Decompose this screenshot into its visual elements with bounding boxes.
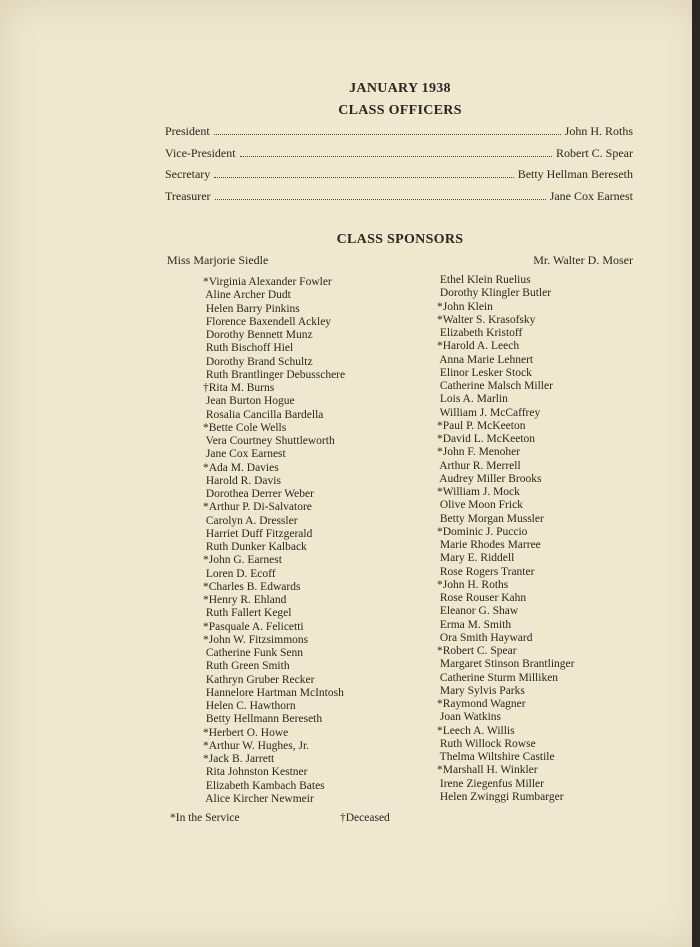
member-name: Marie Rhodes Marree <box>437 539 541 551</box>
member-name: *Arthur P. Di-Salvatore <box>203 501 312 514</box>
member-name: Ruth Brantlinger Debusschere <box>203 368 346 381</box>
member-name: Audrey Miller Brooks <box>437 472 542 485</box>
member-name: *Jack B. Jarrett <box>203 753 275 765</box>
officer-row-vice-president <box>165 146 633 168</box>
member-name: Ethel Klein Ruelius <box>437 274 531 286</box>
member-name: *John W. Fitzsimmons <box>203 633 309 646</box>
member-name: *Henry R. Ehland <box>203 594 287 606</box>
member-name: *John G. Earnest <box>203 554 282 567</box>
dot-leader <box>214 133 561 135</box>
member-name: Rose Rouser Kahn <box>437 592 527 604</box>
member-name: Betty Hellmann Bereseth <box>203 713 323 726</box>
member-name: Ruth Dunker Kalback <box>203 541 307 553</box>
officer-name: John H. Roths <box>564 124 633 138</box>
member-name: *Virginia Alexander Fowler <box>203 276 332 288</box>
member-name: *David L. McKeeton <box>437 433 536 445</box>
member-name: *Herbert O. Howe <box>203 726 289 739</box>
member-name: *Robert C. Spear <box>437 645 517 657</box>
member-name: Alice Kircher Newmeir <box>203 792 314 805</box>
member-name: Ruth Green Smith <box>203 660 290 673</box>
member-name: Helen Barry Pinkins <box>203 302 300 315</box>
member-name: Dorothy Klingler Butler <box>437 287 552 300</box>
officer-role: Secretary <box>165 167 211 181</box>
member-name: †Rita M. Burns <box>203 382 275 394</box>
member-name: Helen Zwinggi Rumbarger <box>437 790 564 803</box>
member-name: Harriet Duff Fitzgerald <box>203 527 313 540</box>
scan-edge-strip <box>692 0 700 947</box>
officer-row-president <box>165 124 633 146</box>
member-name: Catherine Malsch Miller <box>437 380 553 392</box>
member-name: Arthur R. Merrell <box>437 459 521 472</box>
member-name: Erma M. Smith <box>437 618 512 631</box>
member-name: *Arthur W. Hughes, Jr. <box>203 739 310 752</box>
officer-name: Betty Hellman Bereseth <box>517 167 633 181</box>
member-name: Ruth Willock Rowse <box>437 737 536 750</box>
officer-role: Treasurer <box>165 188 211 203</box>
officer-row-secretary <box>165 167 633 189</box>
footnote-in-service: *In the Service <box>170 812 240 824</box>
officer-name: Robert C. Spear <box>556 145 633 160</box>
member-name: Carolyn A. Dressler <box>203 514 298 527</box>
members-column-right <box>437 274 574 804</box>
member-name: Dorothy Brand Schultz <box>203 355 313 368</box>
member-name: Ruth Fallert Kegel <box>203 607 292 620</box>
member-name: Lois A. Marlin <box>437 393 508 406</box>
member-name: *Charles B. Edwards <box>203 580 301 593</box>
member-name: Harold R. Davis <box>203 474 281 487</box>
member-name: Florence Baxendell Ackley <box>203 315 332 328</box>
class-sponsors-heading: CLASS SPONSORS <box>336 232 464 247</box>
member-name: *Leech A. Willis <box>437 724 515 737</box>
officer-name: Jane Cox Earnest <box>549 188 633 203</box>
member-name: Betty Morgan Mussler <box>437 512 544 525</box>
member-name: Eleanor G. Shaw <box>437 605 519 618</box>
member-name: Jane Cox Earnest <box>203 448 286 461</box>
member-name: *Raymond Wagner <box>437 698 526 710</box>
member-name: Elizabeth Kristoff <box>437 327 523 339</box>
member-name: *John F. Menoher <box>437 446 521 459</box>
member-name: Jean Burton Hogue <box>203 395 295 408</box>
member-name: Helen C. Hawthorn <box>203 700 296 712</box>
sponsor-right: Mr. Walter D. Moser <box>533 253 633 267</box>
member-name: Mary E. Riddell <box>437 552 515 565</box>
member-name: Dorothy Bennett Munz <box>203 329 313 341</box>
member-name: *John Klein <box>437 300 493 313</box>
member-name: Catherine Sturm Milliken <box>437 671 559 684</box>
officer-role: Vice-President <box>165 145 236 160</box>
member-name: Thelma Wiltshire Castile <box>437 751 555 763</box>
member-name: Rosalia Cancilla Bardella <box>203 408 324 421</box>
member-name: Margaret Stinson Brantlinger <box>437 658 575 671</box>
officer-row-treasurer <box>165 189 633 211</box>
member-name: *Harold A. Leech <box>437 340 520 353</box>
member-name: *John H. Roths <box>437 578 509 591</box>
member-name: Hannelore Hartman McIntosh <box>203 686 344 699</box>
member-name: *William J. Mock <box>437 486 520 498</box>
member-name: *Dominic J. Puccio <box>437 525 528 538</box>
member-name: *Bette Cole Wells <box>203 421 287 434</box>
dot-leader <box>215 198 546 200</box>
member-name: *Paul P. McKeeton <box>437 419 526 432</box>
members-column-left <box>203 276 345 806</box>
member-name: Ora Smith Hayward <box>437 631 533 644</box>
sponsor-left: Miss Marjorie Siedle <box>167 253 269 267</box>
member-name: Irene Ziegenfus Miller <box>437 777 544 790</box>
officer-role: President <box>165 124 210 138</box>
member-name: *Ada M. Davies <box>203 461 279 474</box>
member-name: Vera Courtney Shuttleworth <box>203 435 335 447</box>
member-name: Catherine Funk Senn <box>203 647 303 659</box>
member-name: Rose Rogers Tranter <box>437 565 535 578</box>
member-name: Aline Archer Dudt <box>203 289 291 302</box>
officers-list <box>165 124 633 210</box>
date-heading: JANUARY 1938 <box>349 81 451 96</box>
member-name: Ruth Bischoff Hiel <box>203 342 294 355</box>
class-officers-heading: CLASS OFFICERS <box>338 103 462 118</box>
member-name: Elinor Lesker Stock <box>437 366 532 379</box>
member-name: *Pasquale A. Felicetti <box>203 620 304 633</box>
member-name: Elizabeth Kambach Bates <box>203 779 325 792</box>
member-name: *Walter S. Krasofsky <box>437 313 536 326</box>
member-name: *Marshall H. Winkler <box>437 764 538 777</box>
member-name: William J. McCaffrey <box>437 406 541 419</box>
member-name: Mary Sylvis Parks <box>437 684 525 697</box>
dot-leader <box>240 155 552 157</box>
footnote-deceased: †Deceased <box>340 812 390 824</box>
member-name: Loren D. Ecoff <box>203 567 276 580</box>
member-name: Dorothea Derrer Weber <box>203 488 314 500</box>
member-name: Olive Moon Frick <box>437 499 523 512</box>
member-name: Anna Marie Lehnert <box>437 353 534 366</box>
member-name: Kathryn Gruber Recker <box>203 673 315 686</box>
member-name: Joan Watkins <box>437 711 502 724</box>
member-name: Rita Johnston Kestner <box>203 766 308 779</box>
dot-leader <box>214 176 513 178</box>
